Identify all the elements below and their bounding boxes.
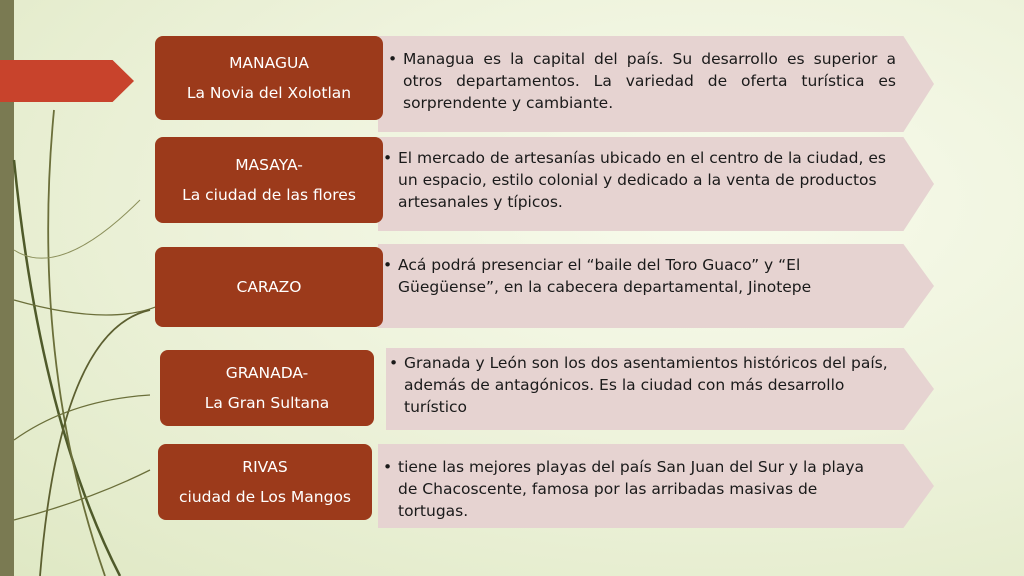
department-description — [383, 147, 893, 213]
department-label — [158, 444, 372, 520]
bullet-text: • Acá podrá presenciar el “baile del Toro Guaco” y “El Güegüense”, en la cabecera departamental, Jinotepe — [383, 254, 853, 298]
department-name: MASAYA- — [235, 156, 303, 174]
department-description — [383, 254, 853, 298]
department-name: RIVAS — [242, 458, 288, 476]
bullet-text: • El mercado de artesanías ubicado en el centro de la ciudad, es un espacio, estilo colonial y dedicado a la venta de productos artesanales y típicos. — [383, 147, 893, 213]
department-nickname: La Gran Sultana — [204, 394, 330, 412]
department-label — [155, 137, 383, 223]
department-name: MANAGUA — [229, 54, 309, 72]
department-nickname: La Novia del Xolotlan — [186, 84, 352, 102]
department-description — [388, 48, 896, 114]
bullet-text: • Managua es la capital del país. Su desarrollo es superior a otros departamentos. La variedad de oferta turística es sorprendente y cambiante. — [388, 48, 896, 114]
department-description — [383, 456, 883, 522]
department-description — [389, 352, 889, 418]
department-label — [155, 36, 383, 120]
department-nickname: La ciudad de las flores — [182, 186, 356, 204]
department-label — [155, 247, 383, 327]
bullet-text: • tiene las mejores playas del país San Juan del Sur y la playa de Chacoscente, famosa por las arribadas masivas de tortugas. — [383, 456, 883, 522]
bullet-text: • Granada y León son los dos asentamientos históricos del país, además de antagónicos. Es la ciudad con más desarrollo turístico — [389, 352, 889, 418]
department-name: GRANADA- — [225, 364, 309, 382]
department-label — [160, 350, 374, 426]
red-arrow-flag — [0, 60, 134, 102]
department-name: CARAZO — [236, 278, 302, 296]
department-nickname: ciudad de Los Mangos — [179, 488, 351, 506]
